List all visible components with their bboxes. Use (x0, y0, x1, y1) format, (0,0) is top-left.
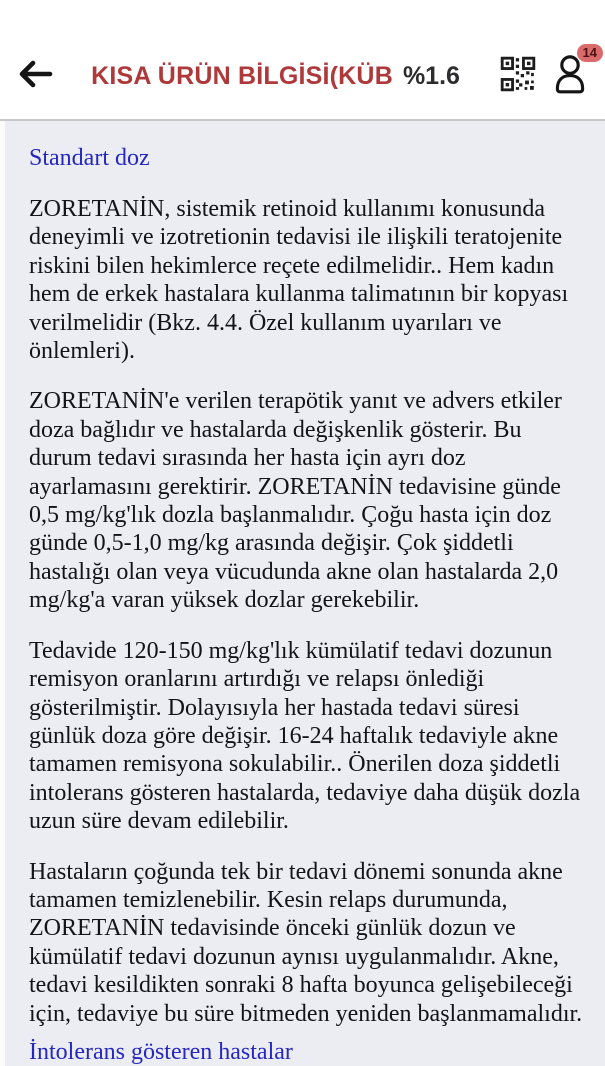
header-title-group (64, 62, 487, 91)
paragraph: ZORETANİN'e verilen terapötik yanıt ve advers etkiler doza bağlıdır ve hastalarda değişkenlik gösterir. Bu durum tedavi sırasında her hasta için ayrı doz ayarlamasını gerektirir. ZORETANİN tedavisine günde 0,5 mg/kg'lık dozla başlanmalıdır. Çoğu hasta için doz günde 0,5-1,0 mg/kg arasında değişir. Çok şiddetli hastalığı olan veya vücudunda akne olan hastalarda 2,0 mg/kg'a varan yüksek dozlar gerekebilir. (29, 388, 562, 614)
paragraph: Tedavide 120-150 mg/kg'lık kümülatif tedavi dozunun remisyon oranlarını artırdığı ve relapsı önlediği gösterilmiştir. Dolayısıyla her hastada tedavi süresi günlük doza göre değişir. 16-24 haftalık tedaviyle akne tamamen remisyona sokulabilir.. Önerilen doza şiddetli intolerans gösteren hastalarda, tedaviye daha düşük dozla uzun süre devam edilebilir. (29, 637, 581, 835)
arrow-left-icon (16, 58, 54, 95)
percent-indicator: %1.6 (402, 62, 460, 90)
section-link-standart-doz[interactable]: Standart doz (29, 145, 150, 171)
page-title: KISA ÜRÜN BİLGİSİ(KÜB (91, 62, 393, 90)
notification-badge: 14 (577, 44, 603, 62)
qr-code-button[interactable] (500, 56, 536, 97)
paragraph: ZORETANİN, sistemik retinoid kullanımı konusunda deneyimli ve izotretionin tedavisi ile ilişkili teratojenite riskini bilen hekimlerce reçete edilmelidir.. Hem kadın hem de erkek hastalara kullanma talimatının bir kopyası verilmelidir (Bkz. 4.4. Özel kullanım uyarıları ve önlemleri). (29, 196, 569, 365)
paragraph: Hastaların çoğunda tek bir tedavi dönemi sonunda akne tamamen temizlenebilir. Kesin relaps durumunda, ZORETANİN tedavisinde önceki günlük dozun ve kümülatif tedavi dozunun aynısı uygulanmalıdır. Akne, tedavi kesildikten sonraki 8 hafta boyunca gelişebileceği için, tedaviye bu süre bitmeden yeniden başlanmamalıdır. (29, 858, 583, 1027)
header-bar (0, 0, 605, 121)
section-link-next[interactable]: İntolerans gösteren hastalar (29, 1038, 293, 1065)
qr-code-icon (500, 56, 536, 97)
profile-button[interactable] (549, 45, 597, 100)
document-body (0, 121, 605, 1066)
back-button[interactable] (16, 59, 64, 95)
